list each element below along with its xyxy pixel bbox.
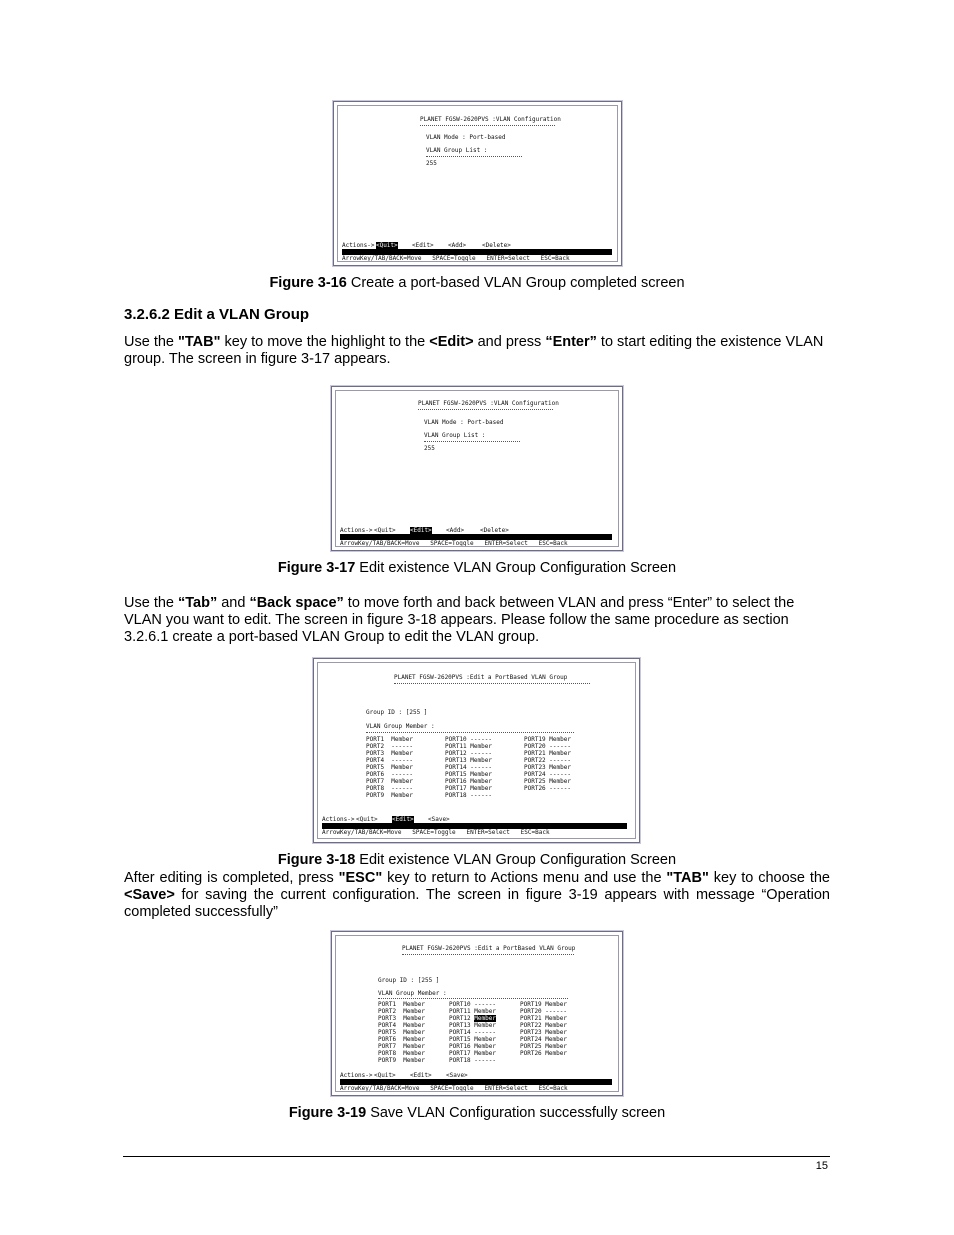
page-number: 15	[815, 1160, 828, 1172]
port-row[interactable]: PORT22 ------	[524, 757, 571, 764]
port-row[interactable]: PORT12 ------	[445, 750, 492, 757]
port-row[interactable]: PORT5 Member	[378, 1029, 425, 1036]
vlan-group-list-label: VLAN Group List :	[426, 147, 488, 154]
port-row[interactable]: PORT22 Member	[520, 1022, 567, 1029]
terminal-frame	[337, 105, 618, 262]
terminal-title: PLANET FGSW-2620PVS :VLAN Configuration	[418, 400, 559, 407]
vlan-group-list-label: VLAN Group List :	[424, 432, 486, 439]
port-row[interactable]: PORT25 Member	[520, 1043, 567, 1050]
port-row[interactable]: PORT2 ------	[366, 743, 413, 750]
port-row[interactable]: PORT16 Member	[445, 778, 492, 785]
figure-3-18-screen	[313, 658, 640, 843]
port-row[interactable]: PORT11 Member	[449, 1008, 496, 1015]
group-id: Group ID : [255 ]	[366, 709, 428, 716]
port-row[interactable]: PORT23 Member	[524, 764, 571, 771]
port-row[interactable]: PORT9 Member	[366, 792, 413, 799]
port-row[interactable]: PORT24 Member	[520, 1036, 567, 1043]
port-row[interactable]: PORT26 ------	[524, 785, 571, 792]
save-action[interactable]: <Save>	[446, 1072, 468, 1079]
port-row[interactable]: PORT7 Member	[378, 1043, 425, 1050]
paragraph-edit-intro: Use the "TAB" key to move the highlight to the <Edit> and press “Enter” to start editing the existence VLAN group. The screen in figure 3-17 appears.	[124, 334, 824, 367]
port-row[interactable]: PORT17 Member	[445, 785, 492, 792]
port-row[interactable]: PORT6 Member	[378, 1036, 425, 1043]
port-row[interactable]: PORT17 Member	[449, 1050, 496, 1057]
vlan-mode: VLAN Mode : Port-based	[424, 419, 504, 426]
port-row[interactable]: PORT20 ------	[520, 1008, 567, 1015]
quit-action[interactable]: <Quit>	[374, 527, 396, 534]
edit-action[interactable]: <Edit>	[410, 527, 432, 534]
port-row[interactable]: PORT1 Member	[378, 1001, 425, 1008]
help-line: ArrowKey/TAB/BACK=Move SPACE=Toggle ENTER=Select ESC=Back	[342, 255, 570, 262]
footer-rule	[123, 1156, 830, 1157]
vlan-mode: VLAN Mode : Port-based	[426, 134, 506, 141]
figure-3-19-caption: Figure 3-19 Save VLAN Configuration successfully screen	[288, 1105, 666, 1121]
save-action[interactable]: <Save>	[428, 816, 450, 823]
port-row[interactable]: PORT15 Member	[449, 1036, 496, 1043]
port-row[interactable]: PORT12 Member	[449, 1015, 496, 1022]
help-line: ArrowKey/TAB/BACK=Move SPACE=Toggle ENTER=Select ESC=Back	[322, 829, 550, 836]
terminal-frame	[335, 390, 619, 547]
edit-action[interactable]: <Edit>	[392, 816, 414, 823]
selected-member-cell[interactable]: Member	[474, 1015, 496, 1022]
port-row[interactable]: PORT23 Member	[520, 1029, 567, 1036]
help-line: ArrowKey/TAB/BACK=Move SPACE=Toggle ENTER=Select ESC=Back	[340, 1085, 568, 1092]
actions-prefix: Actions->	[340, 1072, 373, 1079]
vlan-group-value: 255	[426, 160, 437, 167]
port-row[interactable]: PORT25 Member	[524, 778, 571, 785]
actions-prefix: Actions->	[342, 242, 375, 249]
port-row[interactable]: PORT18 ------	[449, 1057, 496, 1064]
port-row[interactable]: PORT24 ------	[524, 771, 571, 778]
help-line: ArrowKey/TAB/BACK=Move SPACE=Toggle ENTER=Select ESC=Back	[340, 540, 568, 547]
actions-prefix: Actions->	[340, 527, 373, 534]
figure-3-16-caption: Figure 3-16 Create a port-based VLAN Group completed screen	[269, 275, 685, 291]
port-row[interactable]: PORT6 ------	[366, 771, 413, 778]
port-row[interactable]: PORT21 Member	[524, 750, 571, 757]
terminal-title: PLANET FGSW-2620PVS :VLAN Configuration	[420, 116, 561, 123]
port-row[interactable]: PORT16 Member	[449, 1043, 496, 1050]
port-row[interactable]: PORT8 Member	[378, 1050, 425, 1057]
port-row[interactable]: PORT15 Member	[445, 771, 492, 778]
terminal-title: PLANET FGSW-2620PVS :Edit a PortBased VLAN Group	[394, 674, 568, 681]
quit-action[interactable]: <Quit>	[374, 1072, 396, 1079]
paragraph-navigate: Use the “Tab” and “Back space” to move forth and back between VLAN and press “Enter” to select the VLAN you want to edit. The screen in figure 3-18 appears. Please follow the same procedure as section 3.2.6.1 create a port-based VLAN Group to edit the VLAN group.	[124, 595, 795, 645]
port-row[interactable]: PORT19 Member	[524, 736, 571, 743]
figure-3-19-screen	[331, 931, 623, 1096]
port-row[interactable]: PORT21 Member	[520, 1015, 567, 1022]
port-row[interactable]: PORT10 ------	[445, 736, 492, 743]
port-row[interactable]: PORT1 Member	[366, 736, 413, 743]
port-row[interactable]: PORT14 ------	[449, 1029, 496, 1036]
figure-3-17-caption: Figure 3-17 Edit existence VLAN Group Configuration Screen	[277, 560, 677, 576]
actions-prefix: Actions->	[322, 816, 355, 823]
add-action[interactable]: <Add>	[448, 242, 467, 249]
port-row[interactable]: PORT26 Member	[520, 1050, 567, 1057]
port-row[interactable]: PORT3 Member	[378, 1015, 425, 1022]
add-action[interactable]: <Add>	[446, 527, 465, 534]
edit-action[interactable]: <Edit>	[412, 242, 434, 249]
terminal-frame	[335, 935, 619, 1092]
port-row[interactable]: PORT2 Member	[378, 1008, 425, 1015]
port-row[interactable]: PORT18 ------	[445, 792, 492, 799]
terminal-title: PLANET FGSW-2620PVS :Edit a PortBased VLAN Group	[402, 945, 576, 952]
port-row[interactable]: PORT5 Member	[366, 764, 413, 771]
paragraph-save: After editing is completed, press "ESC" key to return to Actions menu and use the "TAB" key to choose the <Save> for saving the current configuration. The screen in figure 3-19 appears with message “Operation completed successfully”	[124, 870, 830, 920]
port-row[interactable]: PORT3 Member	[366, 750, 413, 757]
quit-action[interactable]: <Quit>	[356, 816, 378, 823]
figure-3-17-screen	[331, 386, 623, 551]
vlan-group-value: 255	[424, 445, 435, 452]
quit-action[interactable]: <Quit>	[376, 242, 398, 249]
vlan-group-member-label: VLAN Group Member :	[378, 990, 447, 997]
port-row[interactable]: PORT14 ------	[445, 764, 492, 771]
port-row[interactable]: PORT4 Member	[378, 1022, 425, 1029]
edit-action[interactable]: <Edit>	[410, 1072, 432, 1079]
port-row[interactable]: PORT13 Member	[449, 1022, 496, 1029]
vlan-group-member-label: VLAN Group Member :	[366, 723, 435, 730]
terminal-frame	[317, 662, 636, 839]
port-row[interactable]: PORT19 Member	[520, 1001, 567, 1008]
port-row[interactable]: PORT9 Member	[378, 1057, 425, 1064]
figure-3-18-caption: Figure 3-18 Edit existence VLAN Group Configuration Screen	[277, 852, 677, 868]
port-row[interactable]: PORT7 Member	[366, 778, 413, 785]
group-id: Group ID : [255 ]	[378, 977, 440, 984]
port-row[interactable]: PORT11 Member	[445, 743, 492, 750]
delete-action[interactable]: <Delete>	[480, 527, 509, 534]
delete-action[interactable]: <Delete>	[482, 242, 511, 249]
port-row[interactable]: PORT20 ------	[524, 743, 571, 750]
port-row[interactable]: PORT13 Member	[445, 757, 492, 764]
port-row[interactable]: PORT10 ------	[449, 1001, 496, 1008]
figure-3-16-screen	[333, 101, 622, 266]
port-row[interactable]: PORT4 ------	[366, 757, 413, 764]
section-heading: 3.2.6.2 Edit a VLAN Group	[124, 306, 310, 323]
port-row[interactable]: PORT8 ------	[366, 785, 413, 792]
